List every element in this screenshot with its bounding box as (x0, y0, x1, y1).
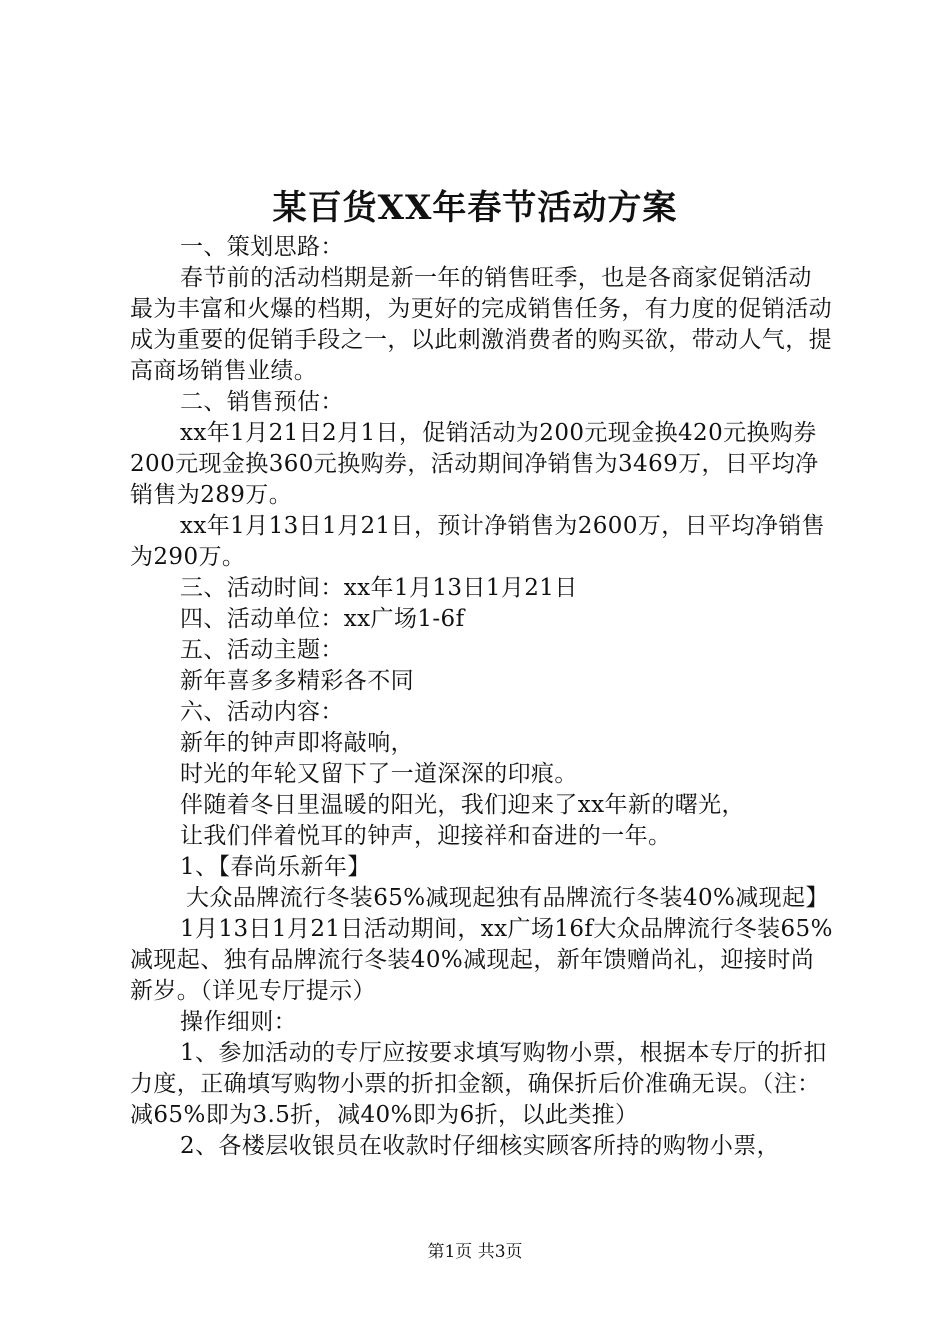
paragraph-sales-last-year: xx年1月21日2月1日，促销活动为200元现金换420元换购券200元现金换360元换购券，活动期间净销售为3469万，日平均净销售为289万。 (130, 420, 819, 508)
verse-line-3: 伴随着冬日里温暖的阳光，我们迎来了xx年新的曙光， (180, 792, 745, 818)
paragraph-sales-forecast: xx年1月13日1月21日，预计净销售为2600万，日平均净销售为290万。 (130, 513, 826, 570)
section-heading-content: 六、活动内容： (180, 699, 344, 725)
paragraph-rule-1: 1、参加活动的专厅应按要求填写购物小票，根据本专厅的折扣力度，正确填写购物小票的折扣金额，确保折后价准确无误。（注：减65%即为3.5折，减40%即为6折，以此类推） (130, 1040, 827, 1128)
verse-line-4: 让我们伴着悦耳的钟声，迎接祥和奋进的一年。 (180, 823, 672, 849)
paragraph-promo-headline: 大众品牌流行冬装65%减现起独有品牌流行冬装40%减现起】 (186, 885, 829, 911)
document-body (130, 232, 835, 1162)
section-heading-time: 三、活动时间：xx年1月13日1月21日 (180, 575, 578, 601)
verse-line-1: 新年的钟声即将敲响， (180, 730, 414, 756)
paragraph-rule-2: 2、各楼层收银员在收款时仔细核实顾客所持的购物小票， (180, 1133, 781, 1159)
section-heading-theme: 五、活动主题： (180, 637, 344, 663)
section-heading-sales-forecast: 二、销售预估： (180, 389, 344, 415)
section-heading-planning: 一、策划思路： (180, 234, 344, 260)
verse-line-2: 时光的年轮又留下了一道深深的印痕。 (180, 761, 578, 787)
section-heading-venue: 四、活动单位：xx广场1-6f (180, 606, 465, 632)
paragraph-promo-detail: 1月13日1月21日活动期间，xx广场16f大众品牌流行冬装65%减现起、独有品牌流行冬装40%减现起，新年馈赠尚礼，迎接时尚新岁。（详见专厅提示） (130, 916, 833, 1004)
document-title: 某百货XX年春节活动方案 (272, 188, 678, 228)
subsection-heading-1: 1、【春尚乐新年】 (180, 854, 371, 880)
page-footer: 第1页 共3页 (427, 1242, 523, 1262)
paragraph-theme: 新年喜多多精彩各不同 (180, 668, 414, 694)
paragraph-planning: 春节前的活动档期是新一年的销售旺季，也是各商家促销活动最为丰富和火爆的档期，为更好的完成销售任务，有力度的促销活动成为重要的促销手段之一，以此刺激消费者的购买欲，带动人气，提高商场销售业绩。 (130, 265, 832, 384)
subsection-heading-rules: 操作细则： (180, 1009, 297, 1035)
